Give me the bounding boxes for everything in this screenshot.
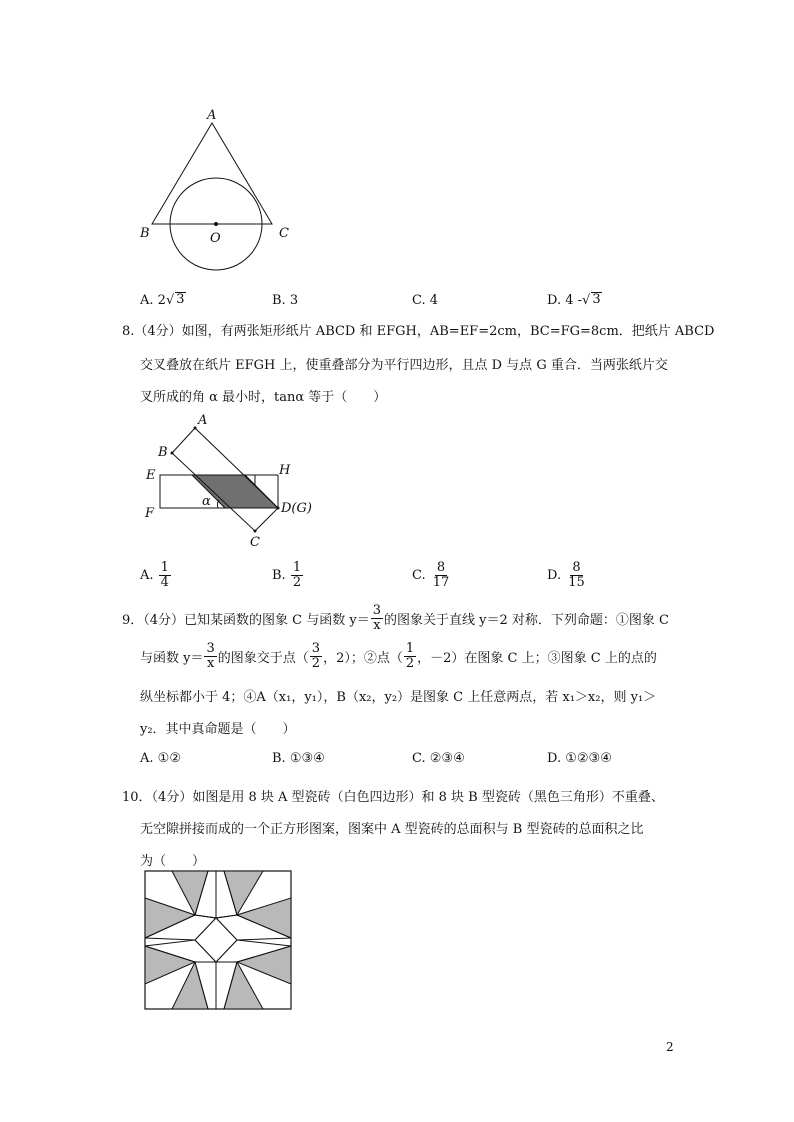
q9-line-4: y₂．其中真命题是（ ）	[140, 722, 296, 737]
q7-option-d[interactable]: D. 4 - √ 3	[547, 292, 601, 308]
q8-option-d[interactable]: D. $\frac{8}{15}$	[547, 559, 585, 590]
q8-figure	[136, 410, 326, 555]
q8-option-b[interactable]: B. $\frac{1}{2}$	[272, 559, 302, 590]
q8-line-2: 交叉叠放在纸片 EFGH 上，使重叠部分为平行四边形，且点 D 与点 G 重合．当两张纸片交	[140, 358, 668, 373]
q10-tile-pattern	[140, 868, 295, 1013]
q8-line-3: 叉所成的角 α 最小时，tanα 等于（ ）	[140, 390, 387, 405]
fraction: $\frac{1}{4}$	[160, 559, 169, 590]
q7-triangle	[152, 123, 272, 224]
fraction: $\frac{1}{2}$	[292, 559, 302, 590]
q8-point-d	[277, 507, 280, 510]
q8-options	[140, 558, 740, 592]
fraction: $\frac{8}{17}$	[432, 559, 450, 590]
q7-option-b[interactable]: B. 3	[272, 292, 299, 308]
fraction: $\frac{3}{x}$	[206, 640, 215, 671]
q8-line-1: 8.（4分）如图，有两张矩形纸片 ABCD 和 EFGH，AB=EF=2cm，BC=FG=8cm．把纸片 ABCD	[122, 324, 715, 339]
q9-option-d[interactable]: D. ①②③④	[547, 750, 612, 766]
q8-option-a[interactable]: A. $\frac{1}{4}$	[140, 559, 169, 590]
sqrt-sign: √	[165, 292, 175, 308]
q8-option-c[interactable]: C. $\frac{8}{17}$	[412, 559, 450, 590]
q7-label-b: B	[140, 226, 150, 241]
q8-label-alpha: α	[202, 494, 211, 509]
q8-label-dg: D(G)	[281, 501, 312, 516]
q10-line-2: 无空隙拼接而成的一个正方形图案，图案中 A 型瓷砖的总面积与 B 型瓷砖的总面积之比	[140, 822, 644, 837]
fraction: $\frac{3}{x}$	[372, 602, 382, 633]
q8-label-c: C	[250, 535, 260, 550]
q7-figure	[130, 100, 300, 280]
sqrt-sign: √	[582, 292, 591, 308]
q7-option-a[interactable]: A. 2 √ 3	[140, 292, 185, 308]
q10-line-1: 10．（4分）如图是用 8 块 A 型瓷砖（白色四边形）和 8 块 B 型瓷砖（黑色三角形）不重叠、	[122, 790, 664, 805]
q7-label-o: O	[210, 231, 221, 246]
page-number: 2	[666, 1040, 674, 1054]
q9-options	[140, 741, 740, 775]
q9-line-1: 9．（4分）已知某函数的图象 C 与函数 y＝ $\frac{3}{x}$ 的图象关于直线 y＝2 对称．下列命题：①图象 C	[122, 602, 669, 633]
q8-label-f: F	[145, 506, 155, 521]
q8-label-b: B	[158, 445, 168, 460]
q9-line-2: 与函数 y＝ $\frac{3}{x}$ 的图象交于点（ $\frac{3}{2}$ ，2）；②点（ $\frac{1}{2}$ ，－2）在图象 C 上；③图象 C 上的点的	[140, 640, 657, 671]
q9-line-3: 纵坐标都小于 4；④A（x₁，y₁），B（x₂，y₂）是图象 C 上任意两点，若 x₁＞x₂，则 y₁＞	[140, 690, 657, 705]
q8-point-a	[194, 427, 197, 430]
q9-option-c[interactable]: C. ②③④	[412, 750, 465, 766]
q9-option-b[interactable]: B. ①③④	[272, 750, 325, 766]
q8-label-a: A	[198, 413, 208, 428]
q7-option-c[interactable]: C. 4	[412, 292, 439, 308]
q9-option-a[interactable]: A. ①②	[140, 750, 181, 766]
q7-label-a: A	[207, 108, 217, 123]
fraction: $\frac{8}{15}$	[568, 559, 585, 590]
q8-point-b	[171, 452, 174, 455]
q7-center-dot	[214, 222, 218, 226]
q7-options	[140, 283, 740, 317]
q7-label-c: C	[279, 226, 289, 241]
q8-label-e: E	[146, 468, 156, 483]
q10-line-3: 为（ ）	[140, 854, 206, 869]
fraction: $\frac{3}{2}$	[311, 640, 321, 671]
q8-point-c	[254, 530, 257, 533]
fraction: $\frac{1}{2}$	[405, 640, 415, 671]
q8-label-h: H	[279, 463, 291, 478]
